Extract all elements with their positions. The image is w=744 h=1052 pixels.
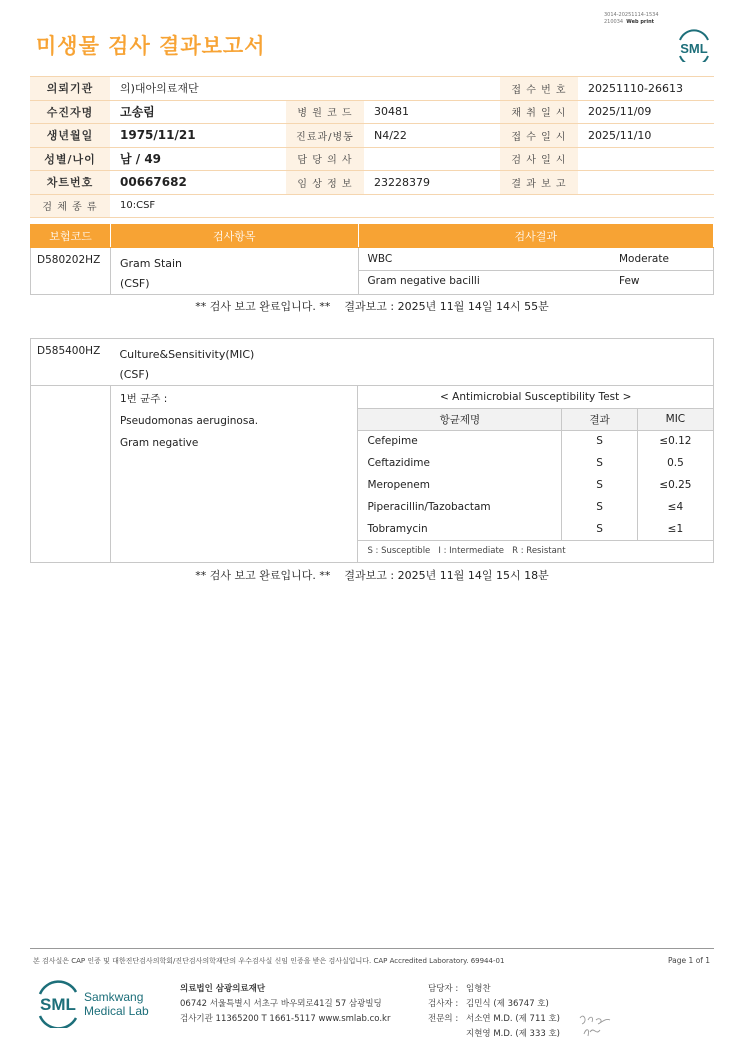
- footer-divider: [30, 948, 714, 949]
- column-item: 검사항목: [110, 225, 358, 248]
- patient-info-table: [30, 76, 714, 218]
- value-doctor: [364, 147, 500, 171]
- svg-text:SML: SML: [40, 995, 76, 1014]
- label-receipt-date: 접 수 일 시: [500, 124, 578, 148]
- print-code: 3014-20251114-1534 210034 Web print: [604, 12, 659, 25]
- gram-stain-table: [30, 224, 714, 295]
- ast-result: S: [562, 474, 637, 496]
- ast-drug: Piperacillin/Tazobactam: [367, 501, 491, 513]
- ast-legend: S : Susceptible I : Intermediate R : Resistant: [367, 546, 566, 557]
- ast-drug: Cefepime: [367, 435, 418, 448]
- label-dept: 진료과/병동: [286, 124, 364, 148]
- label-institution: 의뢰기관: [30, 77, 110, 101]
- page-number: Page 1 of 1: [668, 956, 711, 965]
- value-receipt-date: 2025/11/10: [578, 124, 714, 148]
- table-row: [358, 452, 713, 474]
- value-test-date: [578, 147, 714, 171]
- table-row: [358, 474, 713, 496]
- ast-result: S: [562, 430, 637, 452]
- value-receipt-no: 20251110-26613: [578, 77, 714, 101]
- test1-complete: ** 검사 보고 완료입니다. ** 결과보고 : 2025년 11월 14일 14시 55분: [195, 300, 549, 313]
- label-hospital-code: 병 원 코 드: [286, 100, 364, 124]
- column-code: 보험코드: [31, 225, 111, 248]
- label-clinical: 임 상 정 보: [286, 171, 364, 195]
- column-result: 검사결과: [358, 225, 713, 248]
- label-test-date: 검 사 일 시: [500, 147, 578, 171]
- value-collect-date: 2025/11/09: [578, 100, 714, 124]
- ast-header-drug: 항균제명: [358, 408, 561, 430]
- table-row: [358, 518, 713, 540]
- ast-result: S: [562, 518, 637, 540]
- value-report: [578, 171, 714, 195]
- ast-drug: Ceftazidime: [367, 457, 430, 469]
- company-name: 의료법인 삼광의료재단: [180, 984, 266, 994]
- samkwang-logo: [36, 980, 156, 1032]
- value-dept: N4/22: [364, 124, 500, 148]
- ast-result: S: [562, 496, 637, 518]
- label-specimen: 검 체 종 류: [30, 194, 110, 218]
- ast-header-mic: MIC: [637, 408, 713, 430]
- organism-label: 1번 균주 :: [119, 393, 168, 405]
- table-row: [358, 496, 713, 518]
- staff-info: 담당자 : 임형찬 검사자 : 김민식 (제 36747 호) 전문의 : 서소연 M.D. (제 711 호) 지현영 M.D. (제 333 호): [428, 984, 561, 1039]
- company-address: 06742 서울특별시 서초구 바우뫼로41길 57 삼광빌딩: [180, 999, 382, 1009]
- table-row: [358, 430, 713, 452]
- result-name: WBC: [359, 248, 619, 270]
- label-name: 수진자명: [30, 100, 110, 124]
- label-chart: 차트번호: [30, 171, 110, 195]
- ast-drug: Meropenem: [367, 479, 430, 491]
- table-row: [359, 270, 713, 292]
- ast-mic: ≤4: [637, 496, 713, 518]
- test1-item: Gram Stain: [119, 257, 183, 270]
- test2-complete: ** 검사 보고 완료입니다. ** 결과보고 : 2025년 11월 14일 15시 18분: [195, 569, 549, 582]
- value-sex-age: 남 / 49: [110, 147, 286, 171]
- label-sex-age: 성별/나이: [30, 147, 110, 171]
- test2-code: D585400HZ: [31, 339, 111, 386]
- value-institution: 의)대아의료재단: [110, 77, 500, 101]
- ast-drug: Tobramycin: [358, 518, 561, 540]
- test1-code: D580202HZ: [31, 248, 111, 295]
- ast-title: < Antimicrobial Susceptibility Test >: [358, 386, 713, 408]
- value-chart: 00667682: [110, 171, 286, 195]
- ast-header-result: 결과: [562, 408, 637, 430]
- organism-gram: Gram negative: [119, 437, 199, 449]
- ast-mic: ≤1: [637, 518, 713, 540]
- label-collect-date: 채 취 일 시: [500, 100, 578, 124]
- label-receipt-no: 접 수 번 호: [500, 77, 578, 101]
- ast-mic: ≤0.25: [637, 474, 713, 496]
- organism-name: Pseudomonas aeruginosa.: [119, 415, 259, 427]
- test1-specimen: (CSF): [119, 277, 150, 290]
- sml-logo: [674, 26, 714, 62]
- accreditation-note: 본 검사실은 CAP 인증 및 대한진단검사의학회/진단검사의학재단의 우수검사실 신임 인증을 받은 검사실입니다. CAP Accredited Laboratory. 69944-01: [33, 957, 505, 965]
- company-info: [180, 982, 390, 1027]
- value-name: 고송림: [110, 100, 286, 124]
- value-clinical: 23228379: [364, 171, 500, 195]
- result-value: Few: [619, 275, 640, 288]
- svg-text:SML: SML: [680, 41, 708, 56]
- result-value: Moderate: [619, 248, 713, 270]
- test2-item: Culture&Sensitivity(MIC): [119, 348, 255, 361]
- test1-results: [359, 248, 713, 292]
- svg-text:Samkwang: Samkwang: [84, 990, 144, 1004]
- company-contact: 검사기관 11365200 T 1661-5117 www.smlab.co.kr: [180, 1014, 391, 1024]
- signature: [576, 1008, 616, 1042]
- ast-table: [358, 386, 713, 562]
- culture-table: [30, 338, 714, 563]
- ast-result: S: [562, 452, 637, 474]
- ast-mic: 0.5: [637, 452, 713, 474]
- value-birth: 1975/11/21: [110, 124, 286, 148]
- label-birth: 생년월일: [30, 124, 110, 148]
- ast-mic: ≤0.12: [637, 430, 713, 452]
- svg-text:Medical Lab: Medical Lab: [84, 1004, 149, 1018]
- value-specimen: 10:CSF: [110, 194, 714, 218]
- label-report: 결 과 보 고: [500, 171, 578, 195]
- page-title: 미생물 검사 결과보고서: [36, 34, 266, 58]
- label-doctor: 담 당 의 사: [286, 147, 364, 171]
- table-row: [359, 248, 713, 270]
- value-hospital-code: 30481: [364, 100, 500, 124]
- test2-specimen: (CSF): [119, 368, 150, 381]
- result-name: Gram negative bacilli: [367, 275, 480, 288]
